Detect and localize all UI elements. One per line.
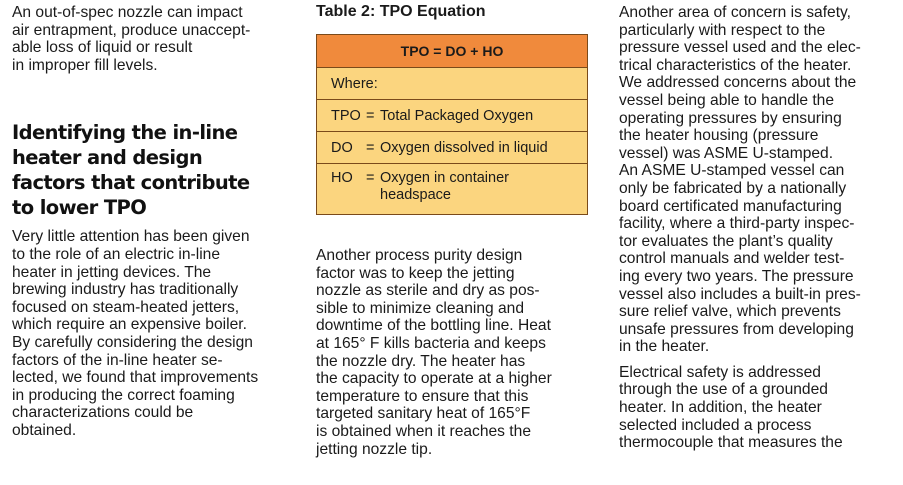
row-equals: = (366, 107, 375, 124)
text-line: By carefully considering the design (12, 333, 253, 351)
text-line: board certificated manufacturing (619, 197, 842, 215)
text-line: which require an expensive boiler. (12, 316, 247, 334)
text-line: is obtained when it reaches the (316, 422, 531, 440)
column-left (12, 0, 297, 440)
text-line: pressure vessel used and the elec- (619, 39, 861, 57)
text-line: Another area of concern is safety, (619, 4, 852, 21)
text-line: vessel also includes a built-in pres- (619, 285, 861, 303)
text-line: at 165° F kills bacteria and keeps (316, 334, 546, 352)
text-line: through the use of a grounded (619, 381, 828, 399)
text-line: Electrical safety is addressed (619, 363, 821, 381)
table-row (317, 100, 587, 132)
text-line: Another process purity design (316, 247, 523, 264)
text-line: able loss of liquid or result (12, 39, 193, 57)
text-line: unsafe pressures from developing (619, 320, 854, 338)
text-line: the capacity to operate at a higher (316, 370, 552, 388)
row-abbr: DO (331, 139, 353, 156)
heading-line: factors that contribute (12, 171, 250, 195)
text-line: ing every two years. The pressure (619, 267, 854, 285)
text-line: factor was to keep the jetting (316, 264, 515, 282)
text-line: An out-of-spec nozzle can impact (12, 4, 243, 21)
text-line: Very little attention has been given (12, 228, 250, 246)
text-line: lected, we found that improvements (12, 369, 259, 387)
row-equals: = (366, 139, 375, 156)
text-line: obtained. (12, 421, 77, 439)
text-line: downtime of the bottling line. Heat (316, 317, 551, 335)
text-line: temperature to ensure that this (316, 387, 529, 405)
text-line: characterizations could be (12, 404, 194, 422)
row-abbr: HO (331, 170, 353, 186)
heading-line: heater and design (12, 146, 203, 170)
text-line: heater. In addition, the heater (619, 399, 822, 417)
row-definition: Oxygen dissolved in liquid (380, 139, 548, 156)
text-line: the nozzle dry. The heater has (316, 352, 526, 370)
text-line: We addressed concerns about the (619, 74, 857, 92)
text-line: sure relief valve, which prevents (619, 303, 841, 321)
body-paragraph (12, 228, 297, 439)
text-line: targeted sanitary heat of 165°F (316, 405, 531, 423)
row-abbr: TPO (331, 107, 361, 124)
text-line: selected included a process (619, 416, 812, 434)
text-line: nozzle as sterile and dry as pos- (316, 282, 540, 300)
text-line: in the heater. (619, 338, 710, 356)
text-line: to the role of an electric in-line (12, 245, 221, 263)
text-line: jetting nozzle tip. (316, 440, 433, 458)
safety-paragraph (619, 4, 899, 356)
row-definition: Oxygen in container headspace (380, 170, 509, 203)
text-line: particularly with respect to the (619, 21, 826, 39)
text-line: vessel) was ASME U-stamped. (619, 144, 834, 162)
row-equals: = (366, 170, 375, 186)
text-line: vessel being able to handle the (619, 91, 835, 109)
text-line: An ASME U-stamped vessel can (619, 162, 845, 180)
heading-line: Identifying the in-line (12, 121, 238, 145)
text-line: the heater housing (pressure (619, 127, 819, 145)
text-line: factors of the in-line heater se- (12, 351, 223, 369)
text-line: control manuals and welder test- (619, 250, 845, 268)
section-heading (12, 120, 297, 220)
text-line: operating pressures by ensuring (619, 109, 842, 127)
tpo-equation-table (316, 34, 588, 215)
text-line: facility, where a third-party inspec- (619, 215, 855, 233)
table-title: Table 2: TPO Equation (316, 3, 486, 20)
text-line: air entrapment, produce unaccept- (12, 21, 251, 39)
table-where-row (317, 68, 587, 100)
heading-line: to lower TPO (12, 196, 147, 220)
row-definition: Total Packaged Oxygen (380, 107, 534, 124)
text-line: in improper fill levels. (12, 56, 158, 74)
table-row (317, 164, 587, 214)
column-middle (316, 0, 588, 458)
intro-paragraph (12, 4, 297, 74)
where-label: Where: (331, 75, 378, 92)
text-line: in producing the correct foaming (12, 386, 235, 404)
table-equation: TPO = DO + HO (317, 35, 587, 68)
table-row (317, 132, 587, 164)
text-line: focused on steam-heated jetters, (12, 298, 240, 316)
text-line: thermocouple that measures the (619, 434, 843, 452)
text-line: tor evaluates the plant’s quality (619, 232, 833, 250)
column-right (619, 0, 899, 452)
electrical-paragraph (619, 364, 899, 452)
text-line: only be fabricated by a nationally (619, 179, 847, 197)
text-line: trical characteristics of the heater. (619, 56, 852, 74)
text-line: sible to minimize cleaning and (316, 299, 525, 317)
body-paragraph (316, 247, 588, 458)
text-line: heater in jetting devices. The (12, 263, 212, 281)
text-line: brewing industry has traditionally (12, 281, 239, 299)
